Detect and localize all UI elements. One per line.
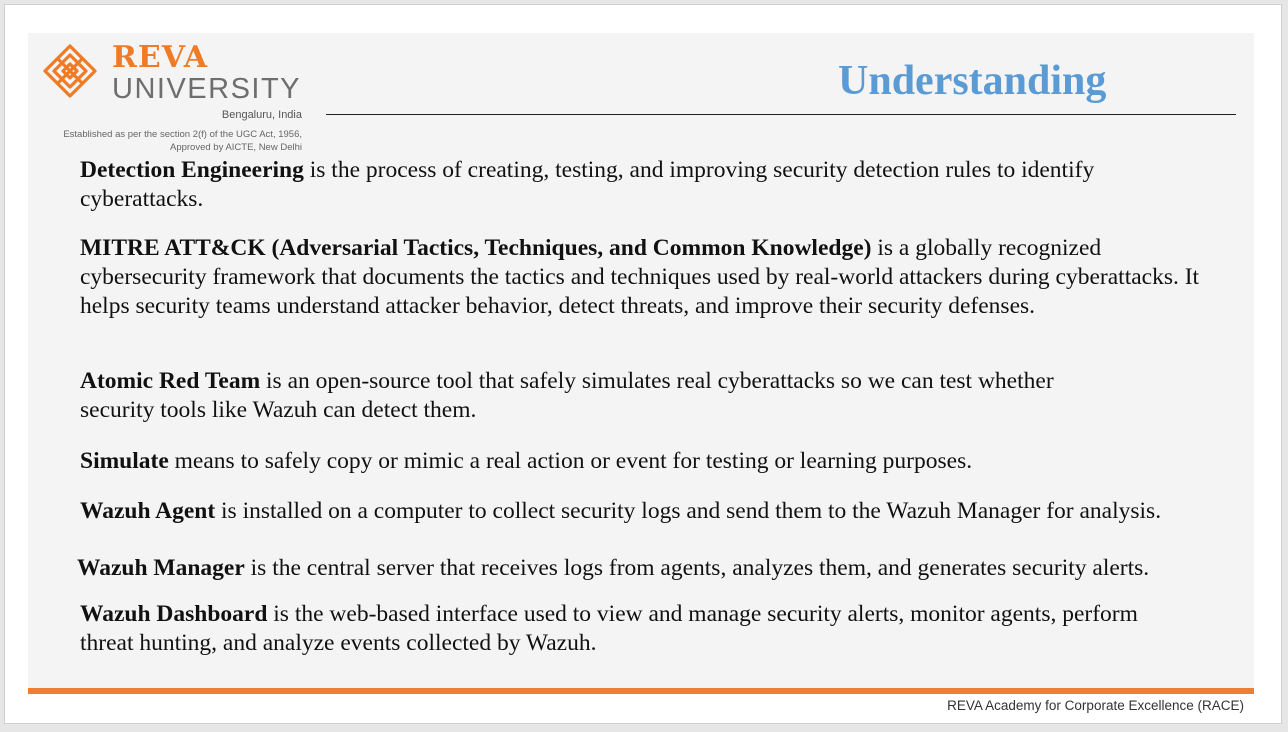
definition-detection-engineering — [80, 156, 1200, 214]
definition-text: is an open-source tool that safely simulates real cyberattacks so we can test whether security tools like Wazuh can detect them. — [80, 368, 1054, 423]
slide-body — [28, 33, 1254, 689]
definition-term: Wazuh Agent — [80, 498, 216, 524]
logo-city: Bengaluru, India — [221, 109, 302, 121]
definition-term: Detection Engineering — [80, 157, 304, 183]
definition-term: Simulate — [80, 448, 169, 474]
definition-simulate — [80, 447, 1200, 476]
definition-term: Wazuh Dashboard — [80, 601, 268, 627]
slide-title: Understanding — [838, 58, 1107, 104]
logo-establishment-line1: Established as per the section 2(f) of the UGC Act, 1956, — [63, 129, 302, 140]
footer-text: REVA Academy for Corporate Excellence (RACE) — [947, 698, 1244, 713]
footer-accent-bar — [28, 688, 1254, 694]
definition-wazuh-agent — [80, 497, 1230, 526]
definition-text: is a globally recognized cybersecurity framework that documents the tactics and techniques used by real-world attackers during cyberattacks. It helps security teams understand attacker behavior, detect threats, and improve their security defenses. — [80, 235, 1200, 319]
definition-term: Atomic Red Team — [80, 368, 261, 394]
logo-university-text: UNIVERSITY — [112, 73, 302, 105]
logo-establishment-line2: Approved by AICTE, New Delhi — [169, 142, 302, 153]
definition-text: is the process of creating, testing, and improving security detection rules to identify cyberattacks. — [80, 157, 1095, 212]
definition-text: is the central server that receives logs from agents, analyzes them, and generates security alerts. — [244, 555, 1150, 581]
definition-term: MITRE ATT&CK (Adversarial Tactics, Techniques, and Common Knowledge) — [80, 235, 872, 261]
definition-text: is the web-based interface used to view and manage security alerts, monitor agents, perform threat hunting, and analyze events collected by Wazuh. — [80, 601, 1138, 656]
definition-mitre-attack — [80, 234, 1200, 321]
reva-university-logo — [42, 41, 302, 153]
definition-term: Wazuh Manager — [77, 555, 245, 581]
definition-text: means to safely copy or mimic a real action or event for testing or learning purposes. — [168, 448, 973, 474]
definition-wazuh-manager — [77, 554, 1227, 583]
title-divider — [326, 114, 1236, 115]
logo-establishment-note — [63, 128, 302, 154]
definition-wazuh-dashboard — [80, 600, 1180, 658]
definition-text: is installed on a computer to collect security logs and send them to the Wazuh Manager for analysis. — [215, 498, 1162, 524]
logo-name: REVA — [112, 40, 209, 75]
reva-knot-logo-icon — [42, 43, 98, 99]
definition-atomic-red-team — [80, 367, 1090, 425]
